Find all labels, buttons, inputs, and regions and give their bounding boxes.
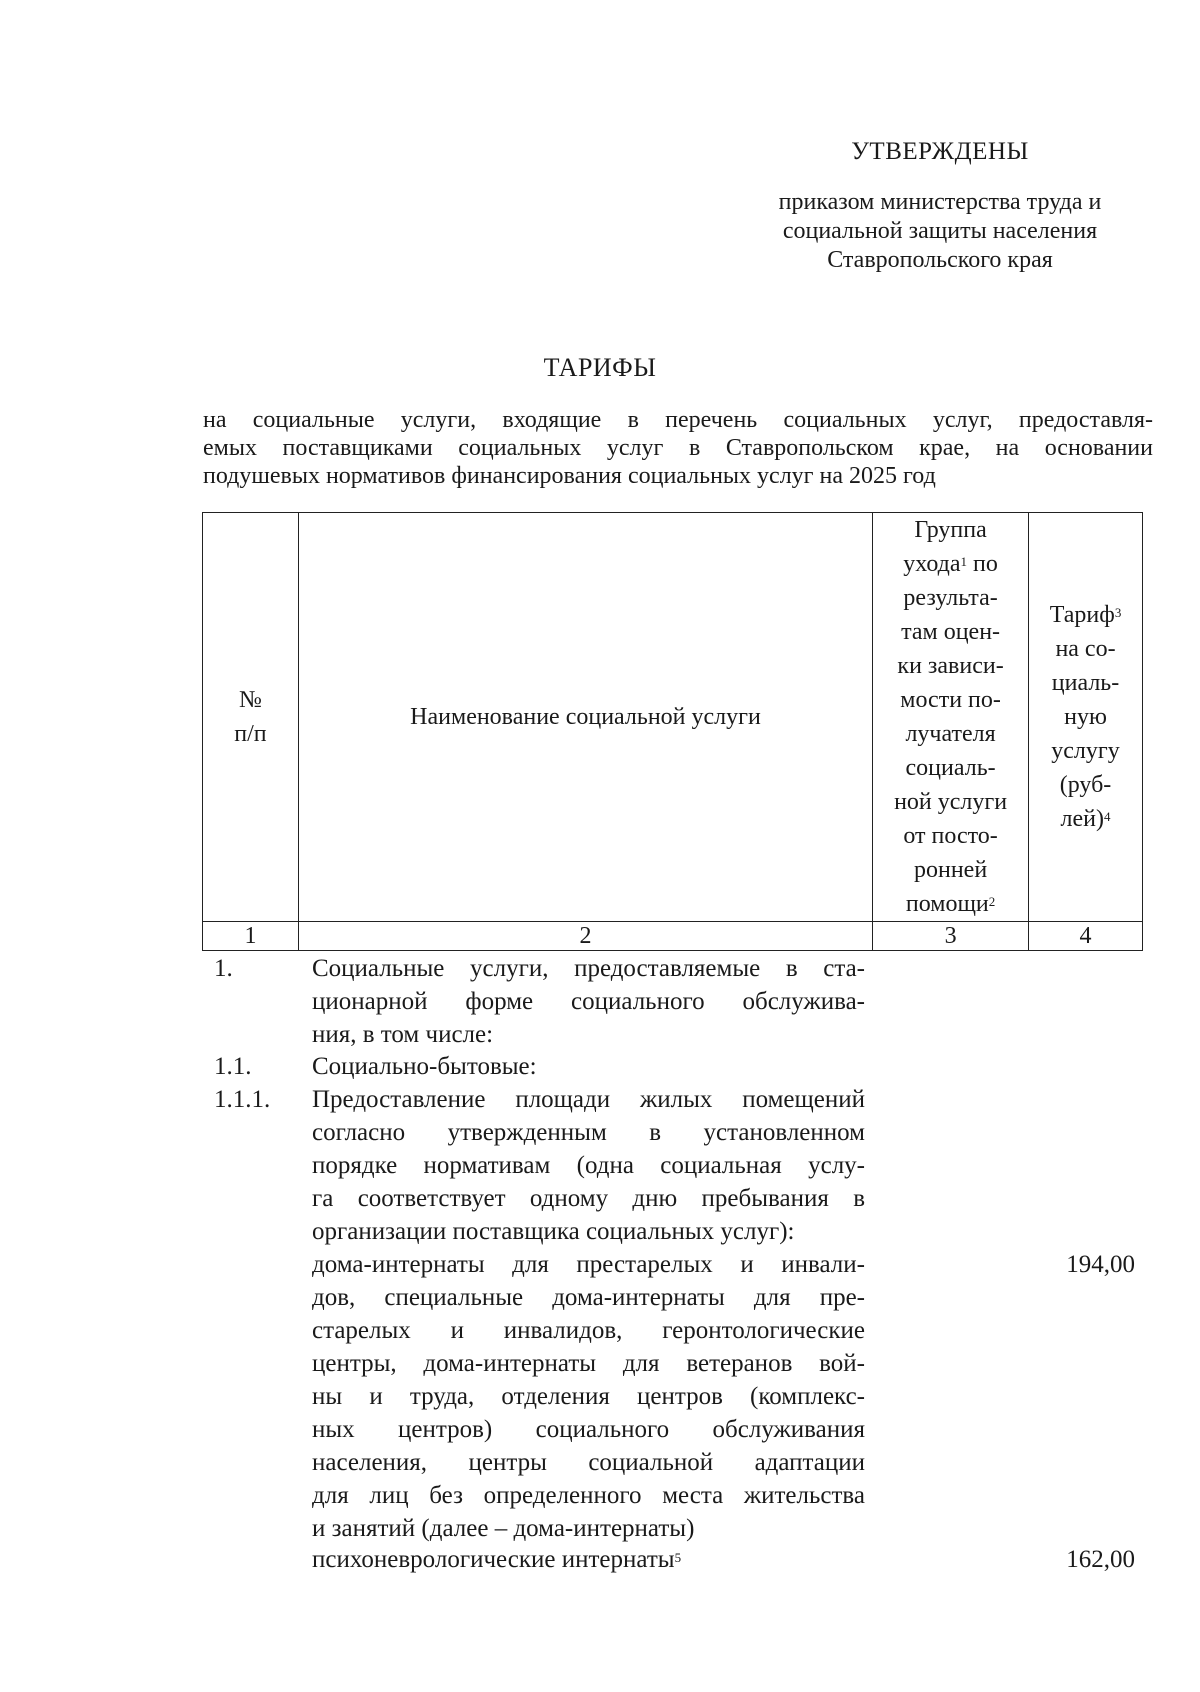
footnote-ref: 4 bbox=[1104, 809, 1111, 824]
row-service-text bbox=[312, 1050, 865, 1083]
text-line: психоневрологические интернаты bbox=[312, 1546, 675, 1573]
document-subtitle bbox=[203, 406, 1153, 490]
header-text: ки зависи- bbox=[897, 653, 1004, 679]
header-service-name: Наименование социальной услуги bbox=[298, 513, 872, 922]
header-text: ной услуги bbox=[894, 789, 1008, 815]
column-number: 3 bbox=[873, 922, 1029, 951]
subtitle-line: емых поставщиками социальных услуг в Ставропольском крае, на основании bbox=[203, 435, 1153, 461]
text-line: ционарной форме социального обслужива- bbox=[312, 988, 865, 1015]
document-title: ТАРИФЫ bbox=[543, 353, 657, 382]
text-line: дов, специальные дома-интернаты для пре- bbox=[312, 1284, 865, 1311]
table-header-row bbox=[203, 513, 1143, 922]
header-text: там оцен- bbox=[901, 619, 1001, 645]
header-text: циаль- bbox=[1051, 670, 1120, 696]
approval-line: приказом министерства труда и bbox=[778, 189, 1102, 215]
text-line: ных центров) социального обслуживания bbox=[312, 1416, 865, 1443]
row-service-text bbox=[312, 952, 865, 1051]
footnote-ref: 5 bbox=[674, 1550, 682, 1565]
header-tariff bbox=[1029, 513, 1143, 922]
header-text: лучателя bbox=[905, 721, 996, 747]
header-number-label: п/п bbox=[234, 721, 267, 747]
header-number bbox=[203, 513, 299, 922]
column-number: 2 bbox=[298, 922, 872, 951]
footnote-ref: 2 bbox=[988, 894, 996, 909]
text-line: ния, в том числе: bbox=[312, 1021, 494, 1048]
text-line: и занятий (далее – дома-интернаты) bbox=[312, 1515, 695, 1542]
header-care-group bbox=[873, 513, 1029, 922]
text-line: организации поставщика социальных услуг): bbox=[312, 1218, 795, 1245]
header-text: Группа bbox=[914, 517, 987, 543]
table-column-numbers-row bbox=[203, 922, 1143, 951]
text-line: для лиц без определенного места жительства bbox=[312, 1482, 865, 1509]
text-line: согласно утвержденным в установленном bbox=[312, 1119, 865, 1146]
text-line: старелых и инвалидов, геронтологические bbox=[312, 1317, 865, 1344]
text-line: Предоставление площади жилых помещений bbox=[312, 1086, 865, 1113]
header-text: услугу bbox=[1051, 738, 1120, 764]
header-text: ронней bbox=[913, 857, 988, 883]
tariff-value: 194,00 bbox=[1066, 1251, 1135, 1278]
approval-line: социальной защиты населения bbox=[782, 218, 1098, 244]
header-text: ную bbox=[1064, 704, 1107, 730]
column-number: 4 bbox=[1029, 922, 1143, 951]
subtitle-line: на социальные услуги, входящие в перечень социальных услуг, предоставля- bbox=[203, 407, 1153, 433]
header-text: от посто- bbox=[903, 823, 998, 849]
text-line: порядке нормативам (одна социальная услу- bbox=[312, 1152, 865, 1179]
header-text: ухода bbox=[903, 551, 961, 577]
row-service-text bbox=[312, 1083, 865, 1248]
tariff-value: 162,00 bbox=[1066, 1546, 1135, 1573]
header-text: социаль- bbox=[905, 755, 996, 781]
header-text: (руб- bbox=[1059, 772, 1112, 798]
text-line: центры, дома-интернаты для ветеранов вой- bbox=[312, 1350, 865, 1377]
approval-block bbox=[740, 138, 1140, 275]
column-number: 1 bbox=[203, 922, 299, 951]
header-text: Тариф bbox=[1049, 602, 1115, 628]
approval-line: Ставропольского края bbox=[827, 247, 1053, 273]
header-text: лей) bbox=[1060, 806, 1104, 832]
header-text: по bbox=[973, 551, 998, 577]
header-text: на со- bbox=[1055, 636, 1116, 662]
text-line: Социально-бытовые: bbox=[312, 1053, 537, 1080]
row-number: 1.1. bbox=[214, 1053, 252, 1080]
tariff-table-header bbox=[202, 512, 1143, 951]
header-text: результа- bbox=[903, 585, 998, 611]
header-text: помощи bbox=[905, 891, 989, 917]
footnote-ref: 1 bbox=[960, 554, 968, 569]
row-service-text bbox=[312, 1248, 865, 1545]
header-number-sign: № bbox=[238, 687, 262, 713]
header-text: мости по- bbox=[900, 687, 1001, 713]
row-number: 1.1.1. bbox=[214, 1086, 271, 1113]
row-service-text bbox=[312, 1543, 865, 1576]
approval-authority bbox=[740, 188, 1140, 275]
footnote-ref: 3 bbox=[1114, 605, 1122, 620]
row-number: 1. bbox=[214, 955, 233, 982]
text-line: га соответствует одному дню пребывания в bbox=[312, 1185, 865, 1212]
text-line: дома-интернаты для престарелых и инвали- bbox=[312, 1251, 865, 1278]
text-line: населения, центры социальной адаптации bbox=[312, 1449, 865, 1476]
text-line: ны и труда, отделения центров (комплекс- bbox=[312, 1383, 865, 1410]
approval-title: УТВЕРЖДЕНЫ bbox=[851, 138, 1029, 165]
text-line: Социальные услуги, предоставляемые в ста- bbox=[312, 955, 865, 982]
subtitle-line: подушевых нормативов финансирования социальных услуг на 2025 год bbox=[203, 463, 936, 489]
